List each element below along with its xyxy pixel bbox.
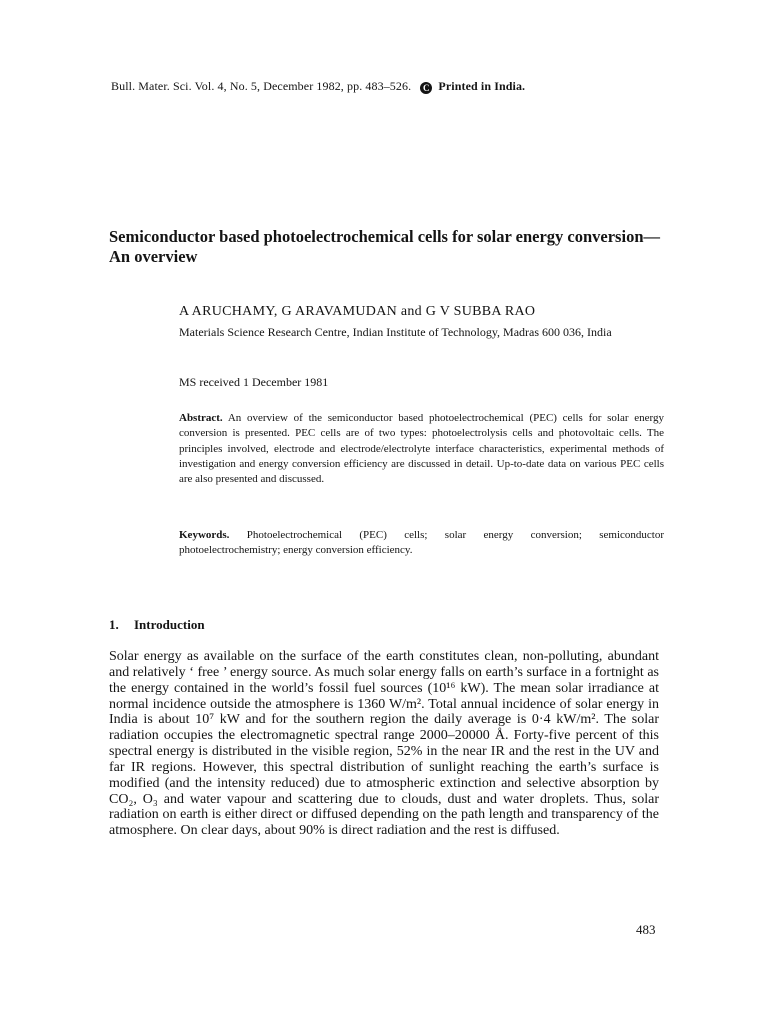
received-date: MS received 1 December 1981 xyxy=(179,375,329,389)
section-heading xyxy=(109,617,205,633)
journal-citation: Bull. Mater. Sci. Vol. 4, No. 5, December 1982, pp. 483–526. xyxy=(111,79,412,93)
keywords-text: Photoelectrochemical (PEC) cells; solar energy conversion; semiconductor photoelectrochemistry; energy conversion efficiency. xyxy=(179,529,665,557)
keywords-label: Keywords. xyxy=(179,529,230,541)
section-title: Introduction xyxy=(134,617,205,632)
body-paragraph: Solar energy as available on the surface of the earth constitutes clean, non-polluting, abundant and relatively ‘ free ’ energy source. As much solar energy falls on earth’s surface in a fortnight as the energy contained in the world’s fossil fuel sources (10¹⁶ kW). The mean solar irradiance at normal incidence outside the atmosphere is 1360 W/m². Total annual incidence of solar energy in India is about 10⁷ kW and for the southern region the daily average is 0·4 kW/m². The solar radiation occupies the electromagnetic spectral range 2000–20000 Å. Forty-five percent of this spectral energy is distributed in the visible region, 52% in the near IR and the rest in the UV and far IR regions. However, this spectral distribution of sunlight reaching the earth’s surface is modified (and the intensity reduced) due to atmospheric extinction and selective absorption by CO₂, O₃ and water vapour and scattering due to clouds, dust and water droplets. Thus, solar radiation on earth is either direct or diffused depending on the path length and transparency of the atmosphere. On clear days, about 90% is direct radiation and the rest is diffused. xyxy=(109,649,659,839)
abstract-label: Abstract. xyxy=(179,412,223,424)
abstract xyxy=(179,411,664,487)
abstract-text: An overview of the semiconductor based photoelectrochemical (PEC) cells for solar energy conversion is presented. PEC cells are of two types: photoelectrolysis cells and photovoltaic cells. The principles involved, electrode and electrode/electrolyte interface characteristics, experimental methods of investigation and energy conversion efficiency are discussed in detail. Up-to-date data on various PEC cells are also presented and discussed. xyxy=(179,412,664,486)
journal-citation-header xyxy=(111,79,525,94)
paper-authors: A ARUCHAMY, G ARAVAMUDAN and G V SUBBA RAO xyxy=(179,304,536,319)
author-affiliation: Materials Science Research Centre, Indian Institute of Technology, Madras 600 036, India xyxy=(179,325,612,339)
keywords xyxy=(179,528,664,559)
section-number: 1. xyxy=(109,617,119,632)
copyright-icon: C xyxy=(420,82,432,94)
paper-title: Semiconductor based photoelectrochemical cells for solar energy conversion—An overview xyxy=(109,227,660,266)
page-number: 483 xyxy=(636,922,656,937)
printed-in: Printed in India. xyxy=(438,79,526,93)
